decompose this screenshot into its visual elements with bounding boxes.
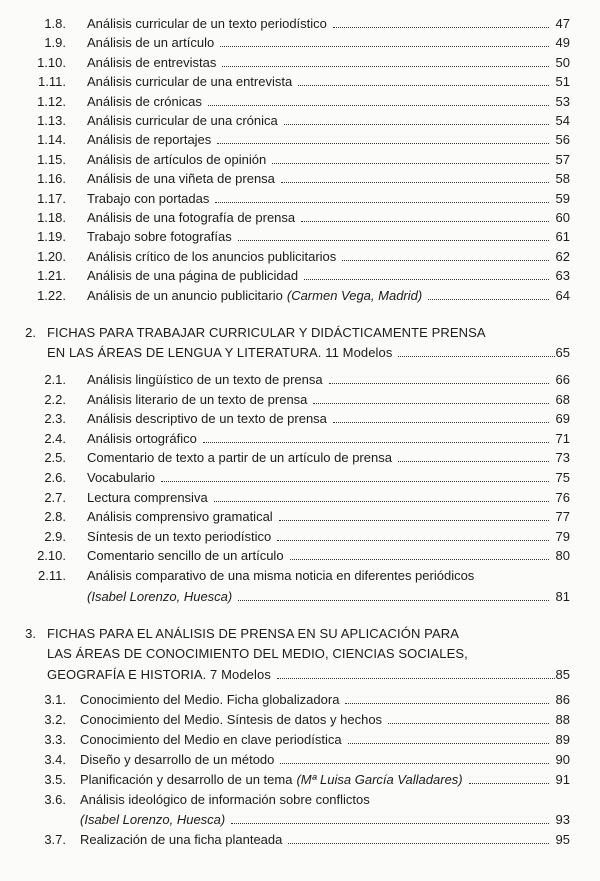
entry-page-number: 95 <box>555 832 570 848</box>
dot-leader <box>342 260 549 261</box>
entry-title: Análisis crítico de los anuncios publicitarios <box>87 248 337 264</box>
entry-page-number: 62 <box>555 248 570 264</box>
entry-page-number: 59 <box>555 190 570 206</box>
section-heading-line <box>0 323 600 341</box>
entry-title: Trabajo con portadas <box>87 190 210 206</box>
entry-number: 1.22. <box>37 287 66 303</box>
entry-page-number: 61 <box>555 229 570 245</box>
dot-leader <box>217 143 549 144</box>
entry-title: Análisis literario de un texto de prensa <box>87 391 308 407</box>
entry-number: 3.3. <box>44 731 66 747</box>
entry-page-number: 91 <box>555 771 570 787</box>
entry-title: Realización de una ficha planteada <box>80 832 283 848</box>
dot-leader <box>161 481 549 482</box>
entry-number: 1.21. <box>37 268 66 284</box>
entry-number: 2.1. <box>44 372 66 387</box>
entry-title: Lectura comprensiva <box>87 489 208 505</box>
section-heading-line <box>0 644 600 662</box>
entry-title: Comentario de texto a partir de un artículo de prensa <box>87 450 392 466</box>
dot-leader <box>220 46 549 47</box>
entry-title: Análisis de una fotografía de prensa <box>87 210 296 225</box>
entry-number: 1.16. <box>37 171 66 187</box>
dot-leader <box>313 403 549 404</box>
entry-page-number: 56 <box>555 132 570 148</box>
entry-number: 3.1. <box>44 692 66 707</box>
dot-leader <box>238 240 549 241</box>
section-title: LAS ÁREAS DE CONOCIMIENTO DEL MEDIO, CIENCIAS SOCIALES, <box>47 646 468 661</box>
entry-title: Vocabulario <box>87 470 155 485</box>
section-heading-line <box>0 624 600 642</box>
entry-page-number: 54 <box>555 113 570 128</box>
dot-leader <box>388 723 549 724</box>
entry-page-number: 76 <box>555 489 570 505</box>
entry-title: Análisis comprensivo gramatical <box>87 509 273 525</box>
entry-number: 1.20. <box>37 248 66 264</box>
dot-leader <box>298 85 549 86</box>
dot-leader <box>288 843 549 844</box>
entry-title: Análisis ideológico de información sobre conflictos <box>80 791 370 807</box>
entry-title: Análisis de artículos de opinión <box>87 151 267 167</box>
entry-page-number: 63 <box>555 268 570 284</box>
entry-number: 2.9. <box>44 528 66 544</box>
dot-leader <box>304 279 549 280</box>
entry-title: Análisis de una viñeta de prensa <box>87 171 275 187</box>
entry-title: Análisis de entrevistas <box>87 54 217 70</box>
dot-leader <box>277 678 555 679</box>
section-page-number: 65 <box>555 345 570 360</box>
entry-title: Análisis de un artículo <box>87 35 215 51</box>
dot-leader <box>203 442 549 443</box>
entry-title: Trabajo sobre fotografías <box>87 229 232 245</box>
entry-number: 3.4. <box>44 751 66 767</box>
entry-number: 1.11. <box>38 74 66 90</box>
section-number: 2. <box>25 325 36 340</box>
entry-page-number: 66 <box>555 372 570 387</box>
entry-page-number: 58 <box>555 171 570 187</box>
entry-page-number: 47 <box>555 16 570 31</box>
dot-leader <box>333 422 549 423</box>
section-title: FICHAS PARA EL ANÁLISIS DE PRENSA EN SU APLICACIÓN PARA <box>47 626 460 641</box>
entry-title: Conocimiento del Medio en clave periodística <box>80 731 342 747</box>
entry-title: Análisis curricular de una entrevista <box>87 74 293 90</box>
entry-page-number: 71 <box>555 430 570 446</box>
entry-title: Análisis comparativo de una misma noticia en diferentes periódicos <box>87 568 475 583</box>
section-heading-line <box>0 343 600 361</box>
entry-page-number: 93 <box>555 812 570 828</box>
entry-page-number: 89 <box>555 731 570 747</box>
entry-page-number: 75 <box>555 470 570 485</box>
section-title: EN LAS ÁREAS DE LENGUA Y LITERATURA. 11 Modelos <box>47 345 393 360</box>
entry-number: 1.17. <box>37 190 66 206</box>
entry-number: 2.7. <box>44 489 66 505</box>
entry-page-number: 73 <box>555 450 570 466</box>
entry-author: (Carmen Vega, Madrid) <box>286 287 423 303</box>
entry-title: Análisis curricular de una crónica <box>87 113 278 128</box>
dot-leader <box>280 763 549 764</box>
entry-number: 2.8. <box>44 509 66 525</box>
entry-number: 1.18. <box>37 210 66 225</box>
entry-title: Análisis descriptivo de un texto de prensa <box>87 411 327 427</box>
section-heading-line <box>0 665 600 683</box>
dot-leader <box>284 124 549 125</box>
dot-leader <box>329 383 549 384</box>
entry-title: Planificación y desarrollo de un tema <box>80 771 293 787</box>
dot-leader <box>281 182 549 183</box>
entry-author: (Isabel Lorenzo, Huesca) <box>87 588 233 604</box>
entry-number: 2.11. <box>38 568 66 583</box>
entry-number: 1.14. <box>37 132 66 148</box>
entry-number: 2.5. <box>44 450 66 466</box>
entry-title: Análisis de una página de publicidad <box>87 268 299 284</box>
dot-leader <box>214 501 549 502</box>
section-page-number: 85 <box>555 667 570 682</box>
section-title: FICHAS PARA TRABAJAR CURRICULAR Y DIDÁCTICAMENTE PRENSA <box>47 325 486 340</box>
entry-page-number: 50 <box>555 54 570 70</box>
entry-title: Análisis curricular de un texto periodístico <box>87 16 327 31</box>
entry-page-number: 68 <box>555 391 570 407</box>
entry-number: 1.10. <box>37 54 66 70</box>
entry-author: (Isabel Lorenzo, Huesca) <box>80 812 226 828</box>
entry-page-number: 57 <box>555 151 570 167</box>
dot-leader <box>301 221 549 222</box>
entry-number: 1.13. <box>37 113 66 128</box>
entry-number: 1.15. <box>37 151 66 167</box>
entry-title: Síntesis de un texto periodístico <box>87 528 272 544</box>
entry-page-number: 86 <box>555 692 570 707</box>
entry-page-number: 69 <box>555 411 570 427</box>
entry-page-number: 64 <box>555 287 570 303</box>
dot-leader <box>345 703 549 704</box>
dot-leader <box>208 105 549 106</box>
dot-leader <box>333 27 549 28</box>
entry-title: Diseño y desarrollo de un método <box>80 751 275 767</box>
entry-number: 1.9. <box>44 35 66 51</box>
entry-number: 2.4. <box>44 430 66 446</box>
entry-title: Conocimiento del Medio. Síntesis de datos y hechos <box>80 711 383 727</box>
entry-page-number: 60 <box>555 210 570 225</box>
entry-number: 2.3. <box>44 411 66 427</box>
dot-leader <box>215 202 549 203</box>
entry-number: 1.12. <box>37 93 66 109</box>
dot-leader <box>238 600 549 601</box>
section-title: GEOGRAFÍA E HISTORIA. 7 Modelos <box>47 667 271 682</box>
entry-title: Análisis lingüístico de un texto de prensa <box>87 372 323 387</box>
dot-leader <box>277 540 549 541</box>
section-number: 3. <box>25 626 36 641</box>
entry-number: 2.10. <box>37 548 66 564</box>
entry-number: 3.5. <box>44 771 66 787</box>
dot-leader <box>290 559 549 560</box>
entry-page-number: 53 <box>555 93 570 109</box>
entry-title: Análisis de reportajes <box>87 132 212 148</box>
entry-page-number: 49 <box>555 35 570 51</box>
entry-number: 1.19. <box>37 229 66 245</box>
entry-number: 3.2. <box>44 711 66 727</box>
entry-number: 1.8. <box>44 16 66 31</box>
entry-page-number: 90 <box>555 751 570 767</box>
dot-leader <box>348 743 549 744</box>
dot-leader <box>231 823 549 824</box>
entry-title: Análisis de crónicas <box>87 93 202 109</box>
entry-title: Comentario sencillo de un artículo <box>87 548 284 564</box>
entry-author: (Mª Luisa García Valladares) <box>296 771 463 787</box>
entry-page-number: 79 <box>555 528 570 544</box>
entry-page-number: 81 <box>555 588 570 604</box>
entry-page-number: 88 <box>555 711 570 727</box>
entry-title: Conocimiento del Medio. Ficha globalizadora <box>80 692 340 707</box>
entry-number: 2.6. <box>44 470 66 485</box>
entry-title: Análisis ortográfico <box>87 430 197 446</box>
entry-page-number: 77 <box>555 509 570 525</box>
entry-number: 3.7. <box>44 832 66 848</box>
dot-leader <box>279 520 549 521</box>
entry-number: 2.2. <box>44 391 66 407</box>
dot-leader <box>272 163 549 164</box>
entry-page-number: 80 <box>555 548 570 564</box>
entry-page-number: 51 <box>555 74 570 90</box>
entry-title: Análisis de un anuncio publicitario <box>87 287 283 303</box>
entry-number: 3.6. <box>44 791 66 807</box>
dot-leader <box>222 66 549 67</box>
dot-leader <box>398 461 549 462</box>
